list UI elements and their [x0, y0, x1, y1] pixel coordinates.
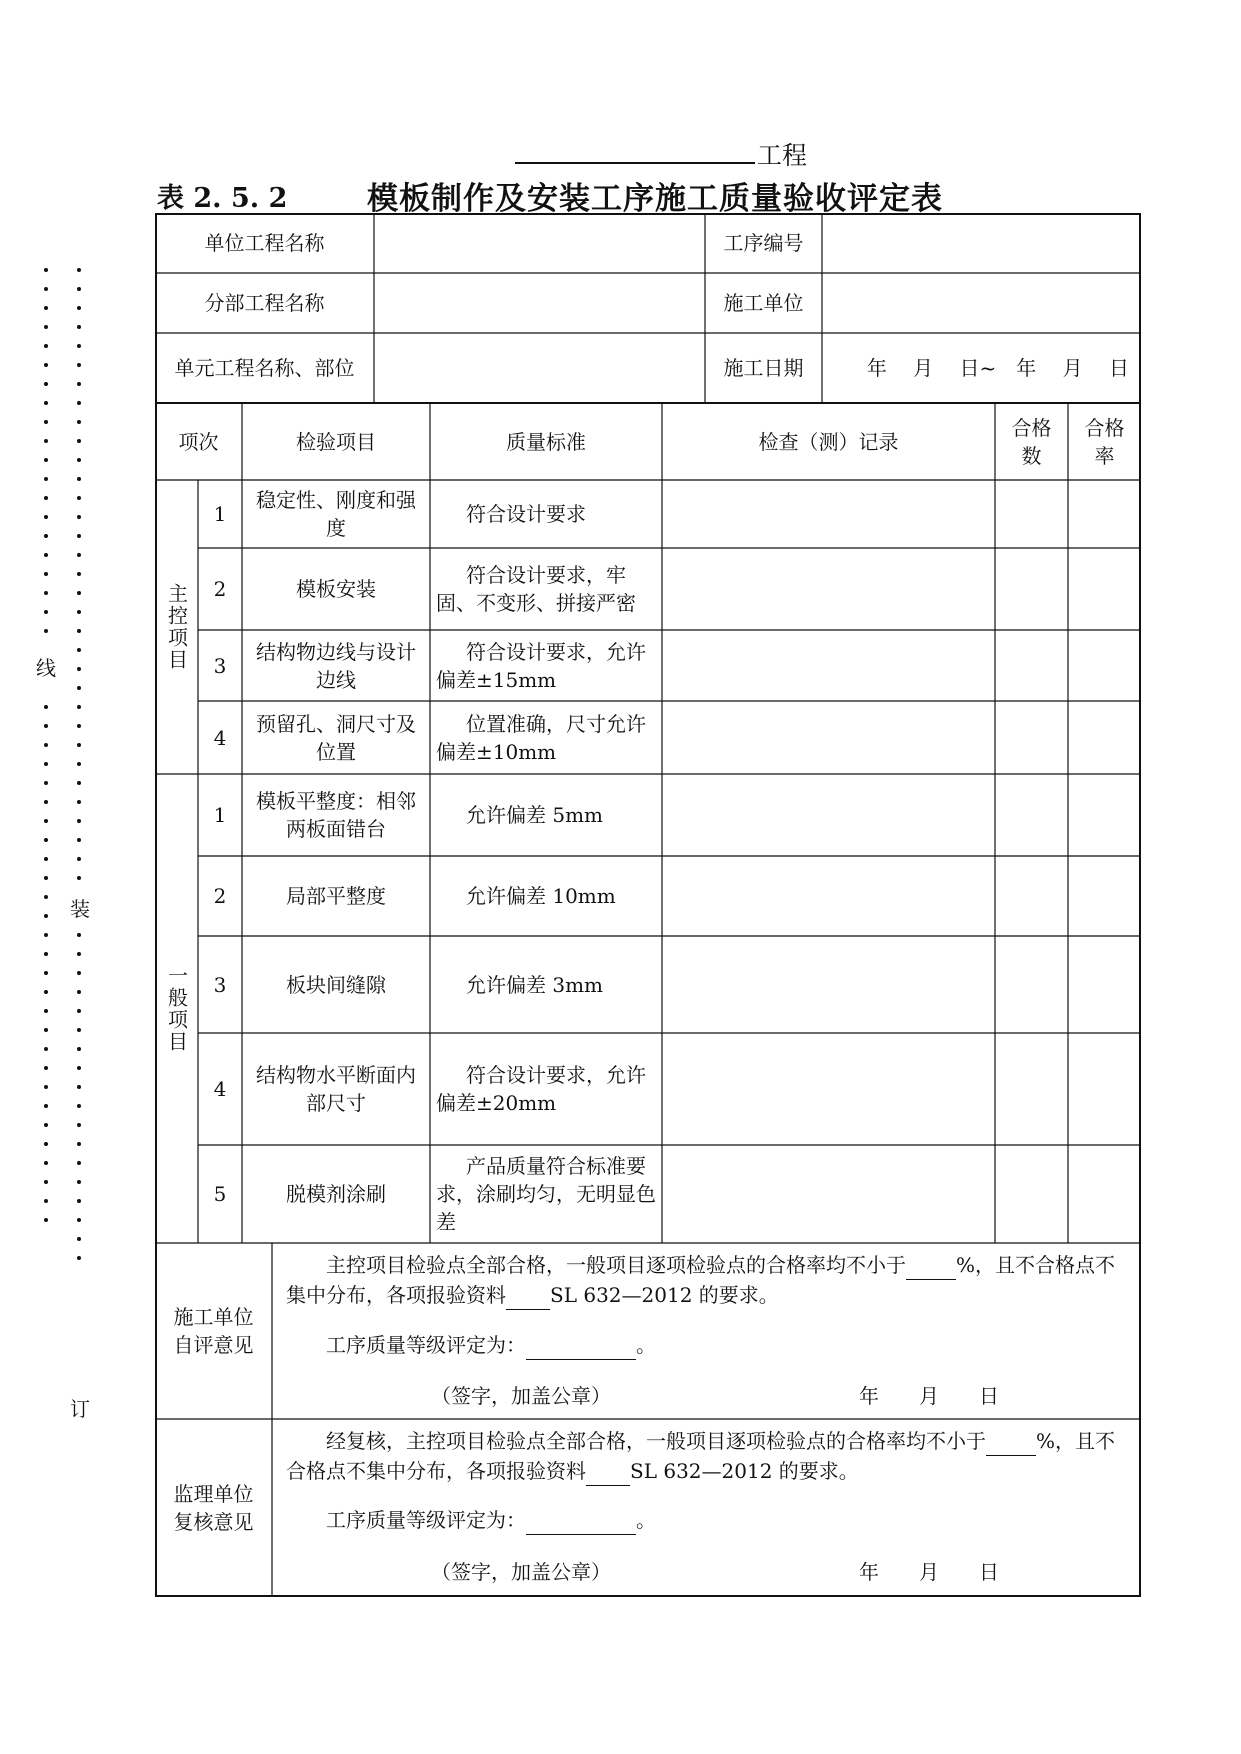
binding-dot — [77, 382, 81, 386]
binding-dot — [77, 610, 81, 614]
row-item: 局部平整度 — [286, 884, 386, 908]
binding-dot — [77, 401, 81, 405]
binding-char-line: 线 — [36, 656, 56, 680]
binding-dot — [44, 857, 48, 861]
main-items-group: 主控项目 — [164, 583, 189, 671]
row-item: 板块间缝隙 — [286, 972, 386, 997]
binding-dot — [77, 1028, 81, 1032]
row-number: 2 — [213, 577, 227, 601]
date-label: 施工日期 — [723, 356, 804, 380]
binding-dot — [77, 990, 81, 994]
col-item: 检验项目 — [296, 429, 376, 454]
row-record-field[interactable] — [662, 1145, 995, 1243]
contractor-grade-line: 工序质量等级评定为： 。 — [326, 1330, 656, 1360]
row-pass-count-field[interactable] — [995, 630, 1068, 701]
row-pass-count-field[interactable] — [995, 774, 1068, 856]
binding-dot — [44, 477, 48, 481]
supervisor-opinion-text: 经复核，主控项目检验点全部合格，一般项目逐项检验点的合格率均不小于 %，且不合格点不集中分布，各项报验资料 SL 632—2012 的要求。 — [286, 1426, 1131, 1486]
contractor-sign: （签字，加盖公章） — [431, 1384, 611, 1408]
supervisor-grade-blank[interactable] — [526, 1514, 636, 1535]
binding-dot — [44, 781, 48, 785]
binding-dot — [44, 1199, 48, 1203]
binding-dot — [44, 344, 48, 348]
binding-dot — [77, 781, 81, 785]
row-standard: 允许偏差 10mm — [466, 884, 616, 908]
binding-dot — [77, 477, 81, 481]
binding-dot — [44, 1009, 48, 1013]
binding-dot — [44, 363, 48, 367]
binding-dot — [44, 800, 48, 804]
binding-dot — [77, 1218, 81, 1222]
date-field[interactable]: 年 月 日~ 年 月 日 — [866, 356, 1129, 380]
row-item: 脱模剂涂刷 — [286, 1182, 386, 1206]
process-no-label: 工序编号 — [723, 231, 804, 255]
binding-dot — [44, 1066, 48, 1070]
binding-dot — [44, 325, 48, 329]
row-record-field[interactable] — [662, 701, 995, 774]
division-project-label: 分部工程名称 — [204, 291, 325, 315]
row-pass-rate-field[interactable] — [1068, 856, 1141, 936]
binding-dot — [77, 857, 81, 861]
page-title: 模板制作及安装工序施工质量验收评定表 — [367, 181, 943, 217]
supervisor-rate-blank[interactable] — [986, 1435, 1036, 1456]
supervisor-grade-line: 工序质量等级评定为： 。 — [326, 1505, 656, 1535]
binding-char-staple: 订 — [70, 1397, 90, 1421]
binding-dot — [44, 914, 48, 918]
row-standard: 符合设计要求 — [466, 502, 586, 526]
contractor-opinion-label: 施工单位自评意见 — [173, 1305, 254, 1357]
row-standard: 允许偏差 3mm — [466, 972, 604, 997]
row-standard: 符合设计要求，牢固、不变形、拼接严密 — [436, 563, 636, 615]
row-pass-count-field[interactable] — [995, 701, 1068, 774]
binding-dot — [77, 439, 81, 443]
binding-dot — [77, 363, 81, 367]
binding-dot — [44, 743, 48, 747]
contractor-field[interactable] — [822, 273, 1141, 333]
binding-dot — [44, 496, 48, 500]
contractor-rate-blank[interactable] — [906, 1259, 956, 1280]
col-pass-rate: 合格率 — [1084, 415, 1125, 468]
binding-dot — [77, 705, 81, 709]
row-pass-rate-field[interactable] — [1068, 1033, 1141, 1145]
row-pass-rate-field[interactable] — [1068, 936, 1141, 1033]
binding-dot — [44, 952, 48, 956]
row-pass-count-field[interactable] — [995, 480, 1068, 548]
binding-dot — [44, 762, 48, 766]
binding-dot — [77, 1085, 81, 1089]
binding-dot — [44, 382, 48, 386]
binding-dot — [77, 1199, 81, 1203]
supervisor-sign: （签字，加盖公章） — [431, 1560, 611, 1584]
binding-dot — [44, 401, 48, 405]
row-standard: 位置准确，尺寸允许偏差±10mm — [436, 711, 646, 764]
binding-dot — [44, 1218, 48, 1222]
binding-dot — [77, 287, 81, 291]
element-project-label: 单元工程名称、部位 — [174, 356, 355, 380]
row-record-field[interactable] — [662, 856, 995, 936]
binding-dot — [77, 1142, 81, 1146]
binding-dot — [77, 591, 81, 595]
element-project-field[interactable] — [374, 333, 705, 403]
row-pass-rate-field[interactable] — [1068, 480, 1141, 548]
general-items-group: 一般项目 — [164, 964, 189, 1053]
col-pass-count: 合格数 — [1011, 415, 1052, 468]
row-pass-rate-field[interactable] — [1068, 1145, 1141, 1243]
binding-dot — [44, 1047, 48, 1051]
binding-dot — [44, 306, 48, 310]
row-number: 4 — [213, 725, 227, 750]
row-record-field[interactable] — [662, 936, 995, 1033]
row-record-field[interactable] — [662, 1033, 995, 1145]
row-number: 2 — [213, 884, 227, 908]
binding-dot — [77, 876, 81, 880]
binding-dot — [77, 1104, 81, 1108]
unit-project-field[interactable] — [374, 213, 705, 273]
division-project-field[interactable] — [374, 273, 705, 333]
supervisor-docs-blank[interactable] — [586, 1465, 630, 1486]
supervisor-date[interactable]: 年 月 日 — [859, 1560, 999, 1584]
binding-dot — [44, 268, 48, 272]
binding-dot — [44, 287, 48, 291]
row-pass-count-field[interactable] — [995, 1033, 1068, 1145]
binding-dot — [44, 572, 48, 576]
binding-dot — [77, 667, 81, 671]
binding-dot — [44, 1161, 48, 1165]
binding-dot — [44, 1142, 48, 1146]
binding-dot — [77, 344, 81, 348]
binding-dot — [77, 629, 81, 633]
binding-dot — [77, 743, 81, 747]
binding-dot — [77, 1047, 81, 1051]
project-name-blank[interactable] — [515, 138, 755, 164]
binding-dot — [77, 838, 81, 842]
process-no-field[interactable] — [822, 213, 1141, 273]
binding-dot — [77, 420, 81, 424]
binding-dot — [44, 439, 48, 443]
row-standard: 符合设计要求，允许偏差±20mm — [436, 1063, 646, 1115]
binding-dot — [77, 952, 81, 956]
binding-dot — [77, 971, 81, 975]
binding-dot — [44, 534, 48, 538]
binding-dot — [44, 705, 48, 709]
binding-dot — [44, 1104, 48, 1108]
row-record-field[interactable] — [662, 774, 995, 856]
row-pass-count-field[interactable] — [995, 548, 1068, 630]
binding-dot — [77, 1180, 81, 1184]
col-item-no: 项次 — [178, 429, 219, 454]
row-record-field[interactable] — [662, 480, 995, 548]
contractor-label: 施工单位 — [723, 291, 804, 315]
row-standard: 允许偏差 5mm — [466, 803, 604, 827]
row-item: 模板平整度：相邻两板面错台 — [256, 789, 416, 841]
contractor-grade-blank[interactable] — [526, 1339, 636, 1360]
project-suffix: 工程 — [757, 141, 808, 170]
contractor-opinion-text: 主控项目检验点全部合格，一般项目逐项检验点的合格率均不小于 %，且不合格点不集中分布，各项报验资料 SL 632—2012 的要求。 — [286, 1250, 1131, 1310]
binding-dot — [44, 876, 48, 880]
row-pass-count-field[interactable] — [995, 1145, 1068, 1243]
binding-dot — [44, 553, 48, 557]
binding-dot — [44, 819, 48, 823]
col-record: 检查（测）记录 — [758, 429, 899, 454]
binding-dot — [44, 591, 48, 595]
binding-dot — [77, 800, 81, 804]
row-standard: 符合设计要求，允许偏差±15mm — [436, 639, 646, 692]
binding-dot — [44, 515, 48, 519]
binding-dot — [77, 268, 81, 272]
binding-dot — [77, 648, 81, 652]
row-standard: 产品质量符合标准要求，涂刷均匀，无明显色差 — [436, 1154, 656, 1234]
row-number: 1 — [213, 502, 227, 526]
binding-dot — [44, 629, 48, 633]
contractor-date[interactable]: 年 月 日 — [859, 1384, 999, 1408]
row-item: 预留孔、洞尺寸及位置 — [256, 711, 416, 764]
row-pass-count-field[interactable] — [995, 936, 1068, 1033]
binding-dot — [44, 724, 48, 728]
binding-dot — [77, 325, 81, 329]
binding-dot — [77, 1066, 81, 1070]
binding-dot — [44, 990, 48, 994]
binding-dot — [44, 420, 48, 424]
row-pass-rate-field[interactable] — [1068, 548, 1141, 630]
binding-dot — [77, 762, 81, 766]
binding-dot — [77, 1256, 81, 1260]
binding-dot — [77, 1123, 81, 1127]
row-record-field[interactable] — [662, 548, 995, 630]
col-standard: 质量标准 — [506, 429, 586, 454]
binding-dot — [44, 895, 48, 899]
binding-dot — [44, 1085, 48, 1089]
binding-dot — [44, 1123, 48, 1127]
binding-dot — [44, 838, 48, 842]
contractor-docs-blank[interactable] — [506, 1289, 550, 1310]
binding-char-bind: 装 — [70, 897, 90, 921]
binding-dot — [77, 553, 81, 557]
row-number: 3 — [213, 653, 227, 678]
row-pass-rate-field[interactable] — [1068, 701, 1141, 774]
row-number: 5 — [213, 1182, 227, 1206]
binding-dot — [77, 686, 81, 690]
binding-dot — [77, 933, 81, 937]
binding-dot — [77, 1009, 81, 1013]
unit-project-label: 单位工程名称 — [204, 231, 325, 255]
row-item: 结构物水平断面内部尺寸 — [256, 1063, 416, 1115]
binding-dot — [44, 458, 48, 462]
row-item: 稳定性、刚度和强度 — [256, 488, 416, 540]
binding-dot — [77, 458, 81, 462]
supervisor-opinion-label: 监理单位复核意见 — [173, 1482, 254, 1534]
row-pass-rate-field[interactable] — [1068, 630, 1141, 701]
binding-dot — [77, 306, 81, 310]
row-number: 4 — [213, 1077, 227, 1101]
row-pass-count-field[interactable] — [995, 856, 1068, 936]
binding-dot — [44, 933, 48, 937]
binding-dot — [44, 1180, 48, 1184]
row-number: 1 — [213, 803, 227, 827]
binding-dot — [44, 610, 48, 614]
binding-dot — [77, 534, 81, 538]
binding-dot — [77, 572, 81, 576]
row-number: 3 — [213, 972, 227, 997]
inspection-form — [155, 213, 1141, 1597]
binding-dot — [77, 724, 81, 728]
binding-dot — [77, 1161, 81, 1165]
row-record-field[interactable] — [662, 630, 995, 701]
binding-dot — [77, 1237, 81, 1241]
row-pass-rate-field[interactable] — [1068, 774, 1141, 856]
row-item: 结构物边线与设计边线 — [256, 639, 416, 692]
table-number: 表 2. 5. 2 — [157, 183, 288, 214]
row-item: 模板安装 — [296, 577, 376, 601]
binding-dot — [44, 1028, 48, 1032]
binding-dot — [77, 515, 81, 519]
binding-dot — [77, 496, 81, 500]
binding-dot — [77, 819, 81, 823]
binding-dot — [44, 971, 48, 975]
